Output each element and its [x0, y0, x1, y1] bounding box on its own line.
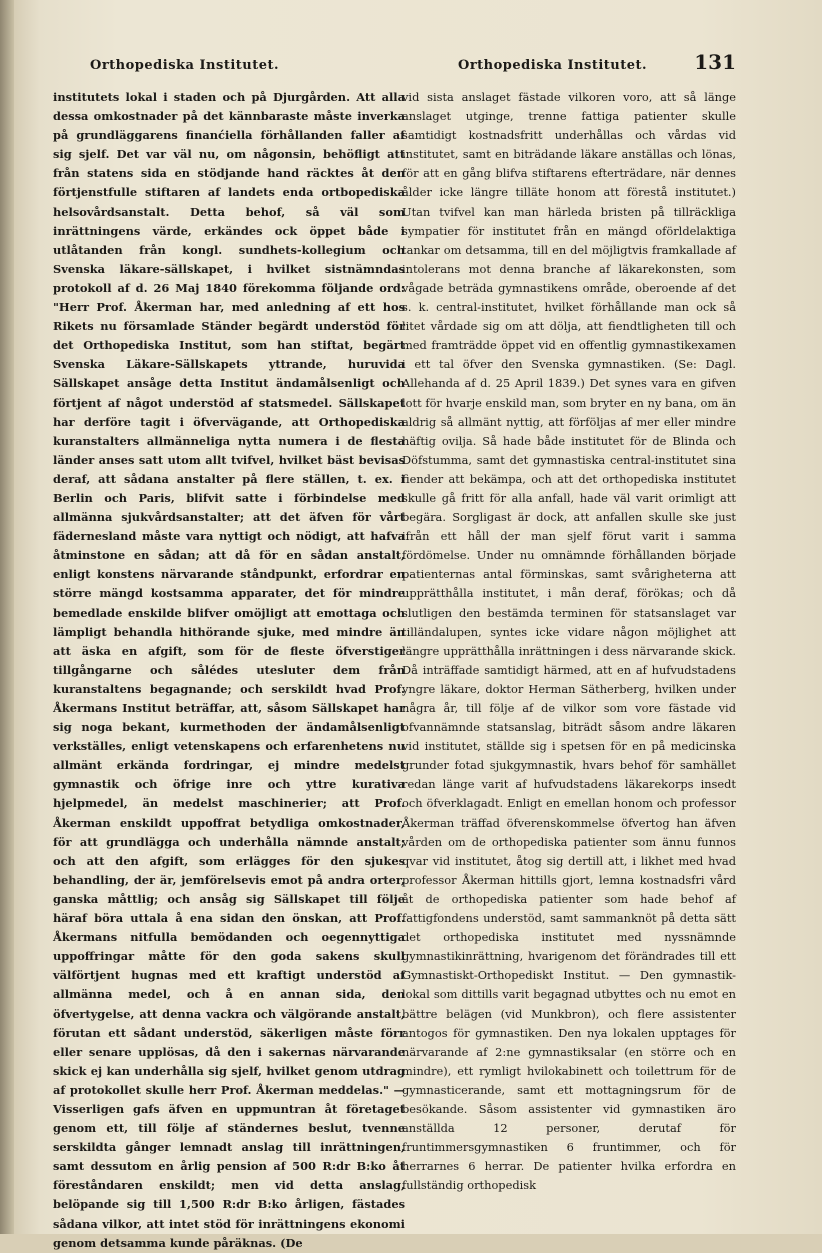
body-text-left: institutets lokal i staden och på Djurgården. Att alla dessa omkostnader på det kännbaraste måste inverka på grundläggarens finanćiella förhållanden faller af sig sjelf. Det var väl nu, om någonsin, behöfligt att från statens sida en stödjande hand räcktes åt den förtjenstfulle stiftaren af landets enda ortbopediska helsovårdsanstalt. Detta behof, så väl som inrättningens värde, erkändes ock öppet både i utlåtanden från kongl. sundhets-kollegium och Svenska läkare-sällskapet, i hvilket sistnämndas protokoll af d. 26 Maj 1840 förekomma följande ord: "Herr Prof. Åkerman har, med anledning af ett hos Rikets nu församlade Ständer begärdt understöd för det Orthopediska Institut, som han stiftat, begärt Svenska Läkare-Sällskapets yttrande, huruvida Sällskapet ansåge detta Institut ändamålsenligt och förtjent af något understöd af statsmedel. Sällskapet har derföre tagit i öfvervägande, att Orthopediska kuranstalters allmänneliga nytta numera i de flesta länder anses satt utom allt tvifvel, hvilket bäst bevisas deraf, att sådana anstalter på flere ställen, t. ex. i Berlin och Paris, blifvit satte i förbindelse med allmänna sjukvårdsanstalter; att det äfven för vårt fädernesland måste vara nyttigt och nödigt, att hafva åtminstone en sådan; att då för en sådan anstalt, enligt konstens närvarande ståndpunkt, erfordrar en större mängd kostsamma apparater, det för mindre bemedlade enskilde blifver omöjligt att emottaga och lämpligt behandla hithörande sjuke, med mindre än att äska en afgift, som för de fleste öfverstiger tillgångarne och sålédes utesluter dem från kuranstaltens begagnande; och serskildt hvad Prof. Åkermans Institut beträffar, att, såsom Sällskapet har sig noga bekant, kurmethoden der ändamålsenligt verkställes, enligt vetenskapens och erfarenhetens nu allmänt erkända fordringar, ej mindre medelst gymnastik och öfrige inre och yttre kurativa hjelpmedel, än medelst maschinerier; att Prof. Åkerman enskildt uppoffrat betydliga omkostnader, för att grundlägga och underhålla nämnde anstalt; och att den afgift, som erlägges för den sjukes behandling, der är, jemförelsevis emot på andra orter, ganska måttlig; och ansåg sig Sällskapet till följe häraf böra uttala å ena sidan den önskan, att Prof. Åkermans nitfulla bemödanden och oegennyttiga uppoffringar måtte för den goda sakens skull välförtjent hugnas med ett kraftigt understöd af allmänna medel, och å en annan sida, den öfvertygelse, att denna vackra och välgörande anstalt, förutan ett sådant understöd, säkerligen måste förr eller senare upplösas, då den i sakernas närvarande skick ej kan underhålla sig sjelf, hvilket genom utdrag af protokollet skulle herr Prof. Åkerman meddelas." — Visserligen gafs äfven en uppmuntran åt företaget genom ett, till följe af ständernes beslut, tvenne serskildta gånger lemnadt anslag till inrättningen, samt dessutom en årlig pension af 500 R:dr B:ko åt föreståndaren enskildt; men vid detta anslag, belöpande sig till 1,500 R:dr B:ko årligen, fästades sådana vilkor, att intet stöd för inrättningens ekonomi genom detsamma kunde påräknas. (De	[53, 90, 405, 1250]
running-header	[60, 50, 736, 80]
page-spine-shadow	[0, 0, 14, 1234]
header-title-left: Orthopediska Institutet.	[90, 58, 280, 73]
text-column-left	[53, 88, 405, 1253]
page-number: 131	[694, 50, 736, 74]
header-title-right: Orthopediska Institutet.	[458, 58, 648, 73]
text-column-right	[402, 88, 736, 1195]
body-text-right: vid sista anslaget fästade vilkoren voro, att så länge anslaget utginge, trenne fattiga patienter skulle samtidigt kostnadsfritt underhållas och vårdas vid institutet, samt en biträdande läkare anställas och lönas, för att en gång blifva stiftarens efterträdare, när dennes ålder icke längre tilläte honom att förestå institutet.) Utan tvifvel kan man härleda bristen på tillräckliga sympatier för institutet från en mängd oförldelaktiga tankar om detsamma, till en del möjligtvis framkallade af intolerans mot denna branche af läkarekonsten, som vågade beträda gymnastikens område, oberoende af det s. k. central-institutet, hvilket förhållande man ock så litet vårdade sig om att dölja, att fiendtligheten till och med framträdde öppet vid en offentlig gymnastikexamen i ett tal öfver den Svenska gymnastiken. (Se: Dagl. Allehanda af d. 25 April 1839.) Det synes vara en gifven lott för hvarje enskild man, som bryter en ny bana, om än aldrig så allmänt nyttig, att förföljas af mer eller mindre häftig ovilja. Så hade både institutet för de Blinda och Döfstumma, samt det gymnastiska central-institutet sina fiender att bekämpa, och att det orthopediska institutet skulle gå fritt för alla anfall, hade väl varit orimligt att begära. Sorgligast är dock, att anfallen skulle ske just ifrån ett håll der man sjelf förut varit i samma fördömelse. Under nu omnämnde förhållanden började patienternas antal förminskas, samt svårigheterna att upprätthålla institutet, i mån deraf, förökas; och då slutligen den bestämda terminen för statsanslaget var tilländalupen, syntes icke vidare någon möjlighet att längre upprätthålla inrättningen i dess närvarande skick. Då inträffade samtidigt härmed, att en af hufvudstadens yngre läkare, doktor Herman Sätherberg, hvilken under några år, till följe af de vilkor som vore fästade vid ofvannämnde statsanslag, biträdt såsom andre läkaren vid institutet, ställde sig i spetsen för en på medicinska grunder fotad sjukgymnastik, hvars behof för samhället redan länge varit af hufvudstadens läkarekorps insedt och öfverklagadt. Enligt en emellan honom och professor Åkerman träffad öfverenskommelse öfvertog han äfven vården om de orthopediska patienter som ännu funnos qvar vid institutet, åtog sig dertill att, i likhet med hvad professor Åkerman hittills gjort, lemna kostnadsfri vård åt de orthopediska patienter som hade behof af fattigfondens understöd, samt sammanknöt på detta sätt det orthopediska institutet med nyssnämnde gymnastikinrättning, hvarigenom det förändrades till ett Gymnastiskt-Orthopediskt Institut. — Den gymnastik-lokal som dittills varit begagnad utbyttes och nu emot en bättre belägen (vid Munkbron), och flere assistenter antogos för gymnastiken. Den nya lokalen upptages för närvarande af 2:ne gymnastiksalar (en större och en mindre), ett rymligt hvilokabinett och toilettrum för de gymnasticerande, samt ett mottagningsrum för de besökande. Såsom assistenter vid gymnastiken äro anställda 12 personer, derutaf för fruntimmersgymnastiken 6 fruntimmer, och för herrarnes 6 herrar. De patienter hvilka erfordra en fullständig orthopedisk	[402, 90, 736, 1193]
